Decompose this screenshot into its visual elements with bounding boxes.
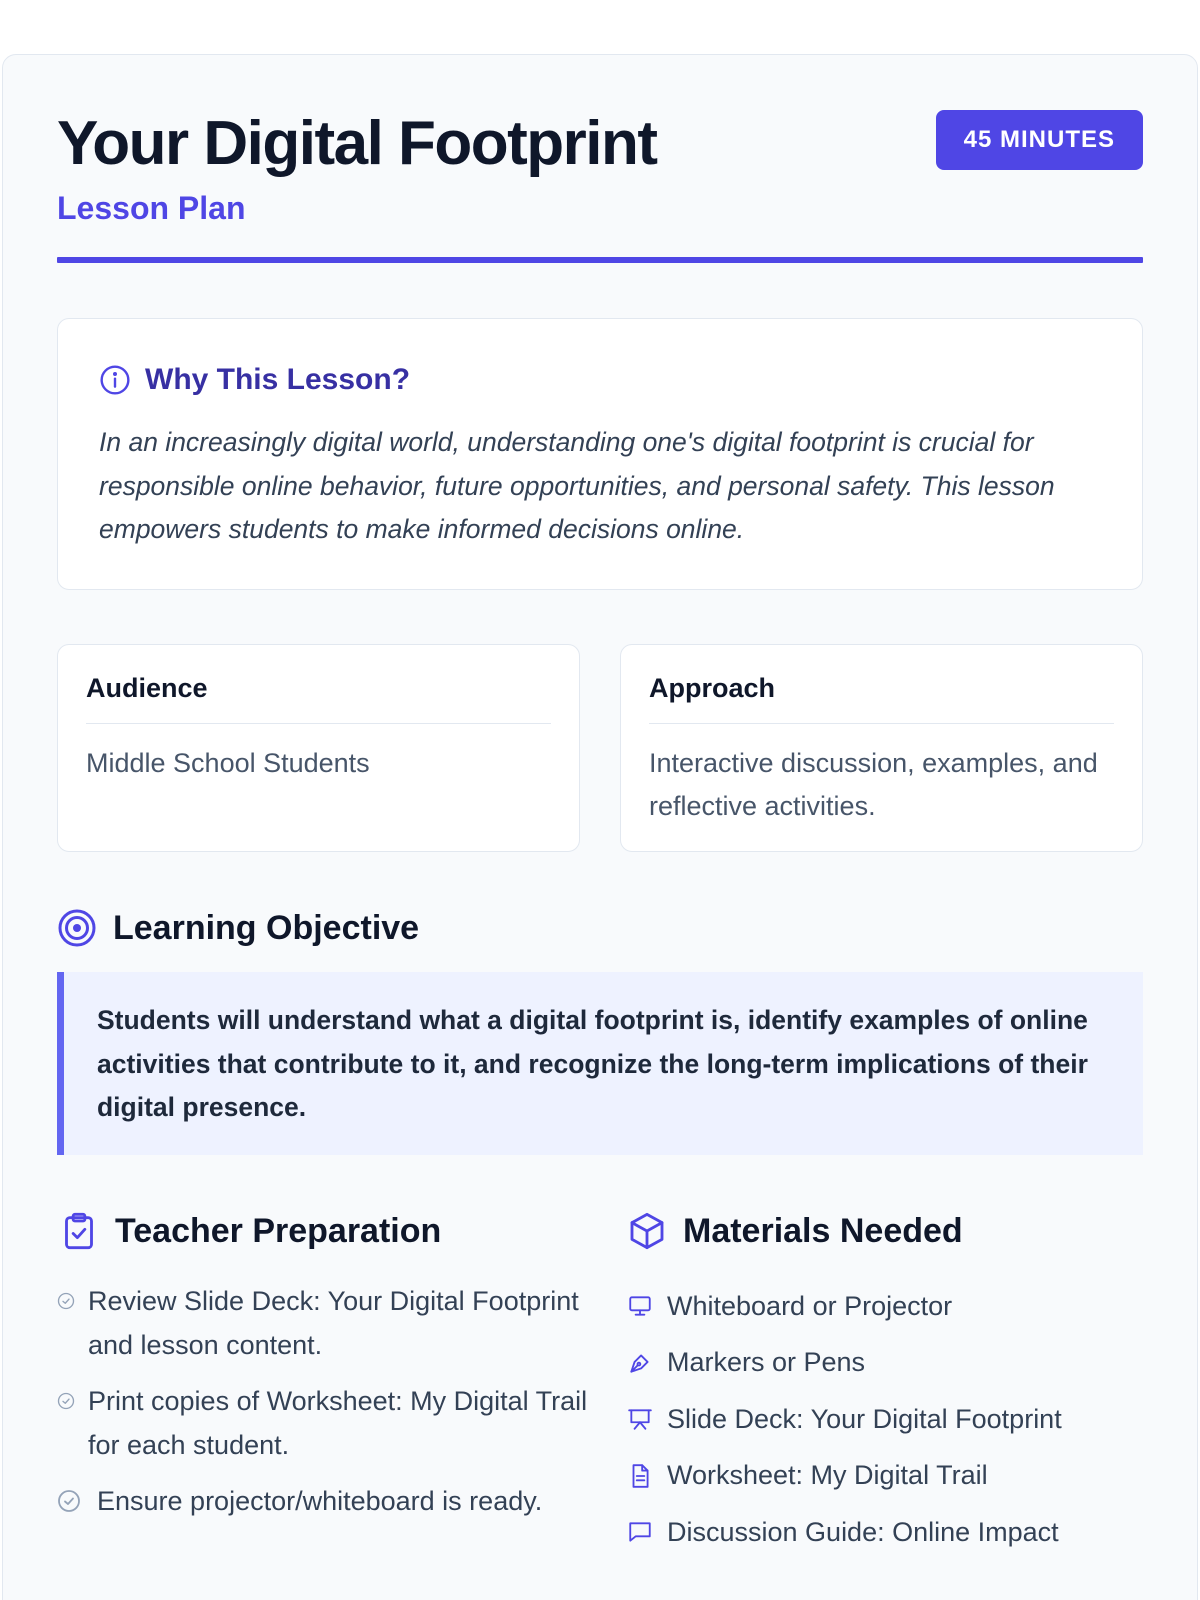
approach-card: [620, 644, 1143, 852]
materials-needed-list: [627, 1278, 1167, 1561]
learning-objective-text: Students will understand what a digital footprint is, identify examples of online activities that contribute to it, and recognize the long-term implications of their digital presence.: [97, 1005, 1088, 1122]
approach-divider: [649, 723, 1114, 724]
why-this-lesson-card: [57, 318, 1143, 590]
target-icon: [57, 908, 97, 948]
teacher-preparation-title: Teacher Preparation: [115, 1211, 442, 1250]
list-item-text: Slide Deck: Your Digital Footprint: [667, 1403, 1062, 1434]
list-item: [627, 1504, 1167, 1561]
clipboard-check-icon: [59, 1211, 99, 1251]
pen-icon: [627, 1350, 653, 1376]
teacher-preparation-heading: [59, 1211, 441, 1251]
chat-icon: [627, 1519, 653, 1545]
list-item-text: Worksheet: My Digital Trail: [667, 1460, 988, 1491]
list-item-text: Ensure projector/whiteboard is ready.: [97, 1486, 543, 1516]
list-item-text: Print copies of Worksheet: My Digital Trail for each student.: [88, 1386, 588, 1460]
list-item: [627, 1448, 1167, 1505]
list-item-text: Discussion Guide: Online Impact: [667, 1516, 1059, 1547]
audience-text: Middle School Students: [86, 748, 370, 778]
check-circle-icon: [57, 1392, 75, 1410]
learning-objective-title: Learning Objective: [113, 908, 420, 947]
presentation-icon: [627, 1406, 653, 1432]
list-item: [627, 1391, 1167, 1448]
page-subtitle: Lesson Plan: [57, 190, 246, 226]
list-item-text: Markers or Pens: [667, 1347, 866, 1378]
list-item: [57, 1480, 597, 1524]
duration-badge: 45 MINUTES: [936, 110, 1143, 170]
audience-card: [57, 644, 580, 852]
materials-needed-heading: [627, 1211, 963, 1251]
document-icon: [627, 1463, 653, 1489]
teacher-preparation-list: [57, 1280, 597, 1537]
list-item-text: Review Slide Deck: Your Digital Footprint and lesson content.: [88, 1286, 579, 1360]
lesson-header: [57, 108, 1143, 264]
list-item: [57, 1380, 597, 1467]
check-circle-icon: [57, 1489, 81, 1513]
why-this-lesson-heading: [99, 363, 410, 397]
page-title: Your Digital Footprint: [57, 109, 657, 178]
box-icon: [627, 1211, 667, 1251]
learning-objective-heading: [57, 908, 419, 948]
approach-title: Approach: [649, 673, 776, 703]
header-divider: [57, 257, 1143, 263]
list-item: [57, 1280, 597, 1367]
check-circle-icon: [57, 1292, 75, 1310]
audience-divider: [86, 723, 551, 724]
list-item: [627, 1278, 1167, 1335]
info-icon: [99, 364, 131, 396]
learning-objective-box: [57, 972, 1143, 1155]
audience-title: Audience: [86, 673, 208, 703]
materials-needed-title: Materials Needed: [683, 1211, 963, 1250]
list-item-text: Whiteboard or Projector: [667, 1290, 953, 1321]
approach-text: Interactive discussion, examples, and reflective activities.: [649, 748, 1098, 821]
monitor-icon: [627, 1293, 653, 1319]
why-this-lesson-text: In an increasingly digital world, understanding one's digital footprint is crucial for responsible online behavior, future opportunities, and personal safety. This lesson empowers students to make informed decisions online.: [99, 427, 1055, 544]
why-this-lesson-title: Why This Lesson?: [145, 363, 411, 396]
list-item: [627, 1335, 1167, 1392]
